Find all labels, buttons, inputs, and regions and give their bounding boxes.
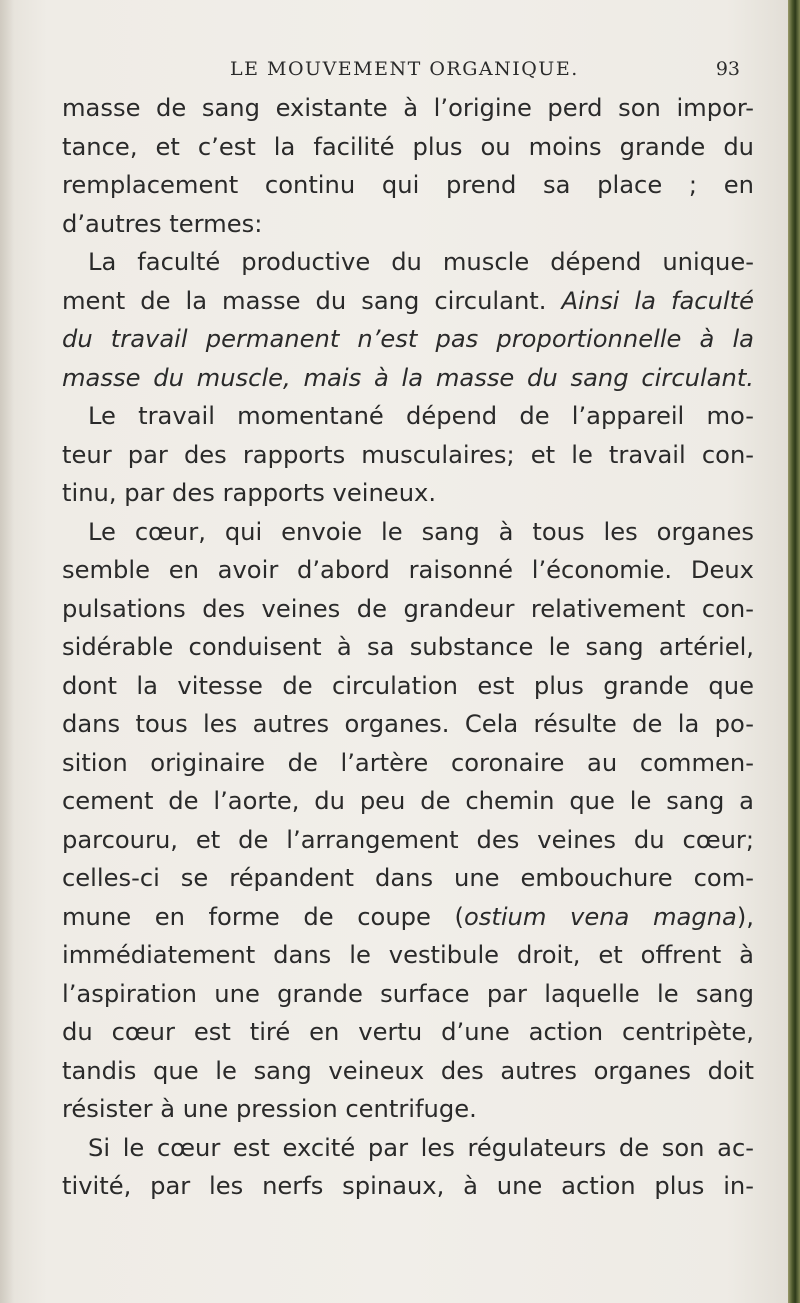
- text-line: teur par des rapports musculaires; et le travail con-: [62, 440, 754, 469]
- text-line: cement de l’aorte, du peu de chemin que le sang a: [62, 787, 754, 815]
- running-title: LE MOUVEMENT ORGANIQUE.: [230, 58, 579, 80]
- text-line: Le cœur, qui envoie le sang à tous les organes: [88, 517, 754, 546]
- italic-span: ostium vena magna: [463, 902, 737, 931]
- page-number: 93: [715, 58, 740, 80]
- text-line: tance, et c’est la facilité plus ou moins grande du: [62, 132, 754, 161]
- text-line: Le travail momentané dépend de l’appareil mo-: [88, 402, 754, 430]
- italic-span: Ainsi la faculté: [561, 286, 754, 315]
- text-line: résister à une pression centrifuge.: [62, 1095, 477, 1123]
- body-text: [62, 89, 754, 1206]
- text-span: ),: [736, 902, 754, 931]
- text-line: pulsations des veines de grandeur relativement con-: [62, 594, 754, 623]
- text-line: [62, 282, 754, 321]
- text-line-italic: du travail permanent n’est pas proportionnelle à la: [62, 325, 754, 353]
- text-line: remplacement continu qui prend sa place ; en: [62, 171, 754, 199]
- text-line-italic: masse du muscle, mais à la masse du sang circulant.: [62, 363, 754, 392]
- text-line: du cœur est tiré en vertu d’une action centripète,: [62, 1018, 754, 1046]
- text-line: celles-ci se répandent dans une embouchure com-: [62, 864, 754, 892]
- text-line: d’autres termes:: [62, 209, 263, 238]
- text-line: tinu, par des rapports veineux.: [62, 479, 437, 507]
- text-line: immédiatement dans le vestibule droit, et offrent à: [62, 941, 754, 969]
- text-line: parcouru, et de l’arrangement des veines du cœur;: [62, 825, 754, 854]
- text-line: La faculté productive du muscle dépend unique-: [88, 248, 754, 276]
- text-line: Si le cœur est excité par les régulateurs de son ac-: [88, 1133, 754, 1162]
- text-span: mune en forme de coupe (: [62, 902, 464, 931]
- text-line: masse de sang existante à l’origine perd son impor-: [62, 94, 754, 122]
- text-span: ment de la masse du sang circulant.: [62, 286, 562, 315]
- text-line: semble en avoir d’abord raisonné l’économie. Deux: [62, 556, 754, 584]
- text-line: [62, 898, 754, 937]
- text-line: sidérable conduisent à sa substance le sang artériel,: [62, 633, 754, 661]
- running-header: [230, 58, 740, 88]
- text-line: dans tous les autres organes. Cela résulte de la po-: [62, 710, 754, 738]
- text-line: tivité, par les nerfs spinaux, à une action plus in-: [62, 1172, 754, 1200]
- text-line: l’aspiration une grande surface par laquelle le sang: [62, 979, 754, 1008]
- text-line: dont la vitesse de circulation est plus grande que: [62, 671, 754, 700]
- text-line: tandis que le sang veineux des autres organes doit: [62, 1056, 754, 1085]
- book-binding-edge: [788, 0, 800, 1303]
- page-gutter-shadow: [0, 0, 14, 1303]
- text-line: sition originaire de l’artère coronaire au commen-: [62, 748, 754, 777]
